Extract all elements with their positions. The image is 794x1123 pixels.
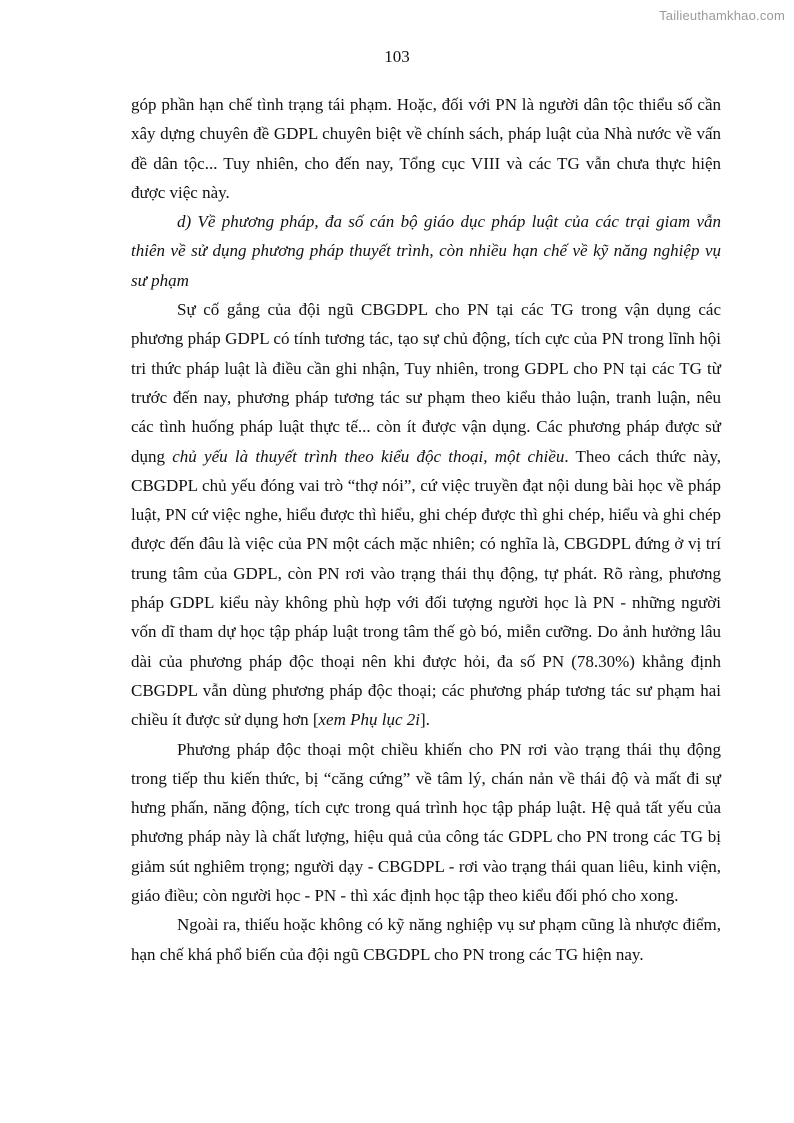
paragraph-5: Ngoài ra, thiếu hoặc không có kỹ năng nghiệp vụ sư phạm cũng là nhược điểm, hạn chế khá phổ biến của đội ngũ CBGDPL cho PN trong các TG hiện nay. bbox=[131, 915, 721, 964]
paragraph-3 bbox=[131, 295, 721, 734]
appendix-reference: xem Phụ lục 2i bbox=[318, 710, 420, 730]
paragraph-3-text-a: Sự cố gắng của đội ngũ CBGDPL cho PN tại các TG trong vận dụng các phương pháp GDPL có tính tương tác, tạo sự chủ động, tích cực của PN trong lĩnh hội tri thức pháp luật là điều cần ghi nhận, Tuy nhiên, trong GDPL cho PN tại các TG từ trước đến nay, phương pháp tương tác sư phạm theo kiểu thảo luận, tranh luận, nêu các tình huống pháp luật thực tế... còn ít được vận dụng. Các phương pháp được sử dụng bbox=[131, 300, 721, 466]
paragraph-4: Phương pháp độc thoại một chiều khiến cho PN rơi vào trạng thái thụ động trong tiếp thu kiến thức, bị “căng cứng” về tâm lý, chán nản về thái độ và mất đi sự hưng phấn, năng động, tích cực trong quá trình học tập pháp luật. Hệ quả tất yếu của phương pháp này là chất lượng, hiệu quả của công tác GDPL cho PN trong các TG bị giảm sút nghiêm trọng; người dạy - CBGDPL - rơi vào trạng thái quan liêu, kinh viện, giáo điều; còn người học - PN - thì xác định học tập theo kiểu đối phó cho xong. bbox=[131, 739, 721, 906]
page-number: 103 bbox=[384, 47, 410, 66]
paragraph-3-emphasis: chủ yếu là thuyết trình theo kiểu độc thoại, một chiều bbox=[172, 446, 565, 466]
section-heading-d: d) Về phương pháp, đa số cán bộ giáo dục pháp luật của các trại giam vẫn thiên về sử dụng phương pháp thuyết trình, còn nhiều hạn chế về kỹ năng nghiệp vụ sư phạm bbox=[131, 212, 721, 290]
document-body bbox=[131, 90, 721, 969]
paragraph-3-text-c: . Theo cách thức này, CBGDPL chủ yếu đóng vai trò “thợ nói”, cứ việc truyền đạt nội dung bài học về pháp luật, PN cứ việc nghe, hiểu được thì hiểu, ghi chép được thì ghi chép, hiểu và ghi chép được đến đâu là việc của PN một cách mặc nhiên; có nghĩa là, CBGDPL đứng ở vị trí trung tâm của GDPL, còn PN rơi vào trạng thái thụ động, tự phát. Rõ ràng, phương pháp GDPL kiểu này không phù hợp với đối tượng người học là PN - những người vốn dĩ tham dự học tập pháp luật trong tâm thế gò bó, miễn cưỡng. Do ảnh hưởng lâu dài của phương pháp độc thoại nên khi được hỏi, đa số PN (78.30%) khẳng định CBGDPL vẫn dùng phương pháp độc thoại; các phương pháp tương tác sư phạm hai chiều ít được sử dụng hơn [ bbox=[131, 446, 721, 730]
paragraph-3-text-e: ]. bbox=[420, 710, 430, 730]
paragraph-1: góp phần hạn chế tình trạng tái phạm. Hoặc, đối với PN là người dân tộc thiểu số cần xây dựng chuyên đề GDPL chuyên biệt về chính sách, pháp luật của Nhà nước về vấn đề dân tộc... Tuy nhiên, cho đến nay, Tổng cục VIII và các TG vẫn chưa thực hiện được việc này. bbox=[131, 95, 721, 202]
watermark: Tailieuthamkhao.com bbox=[659, 8, 785, 23]
